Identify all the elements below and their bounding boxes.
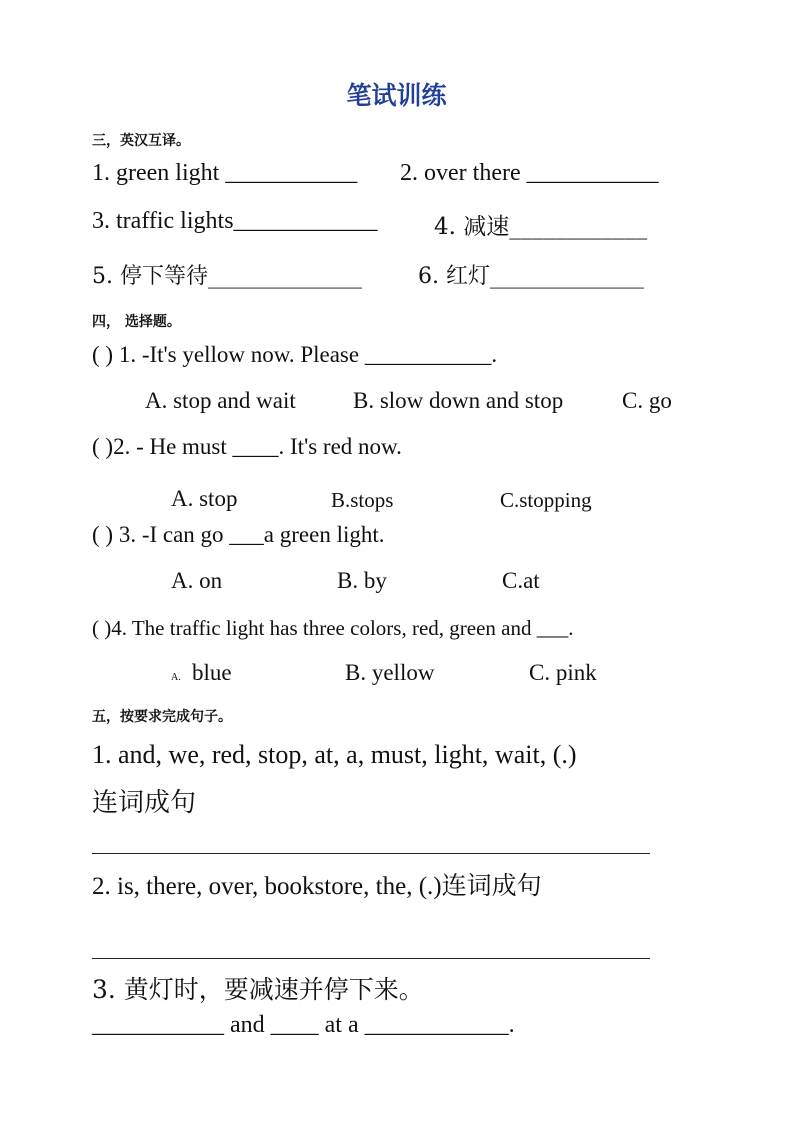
section-5-heading: 五，按要求完成句子。 — [92, 709, 232, 725]
question-3-3: 3. traffic lights____________ — [92, 208, 378, 234]
question-4-4-option-a-marker: A. — [171, 672, 181, 683]
question-4-2-option-a: A. stop — [171, 486, 238, 511]
question-4-2-option-c: C.stopping — [500, 488, 592, 512]
question-3-4: 4. 减速____________ — [434, 214, 648, 240]
question-4-3-option-a: A. on — [171, 568, 223, 593]
question-5-2: 2. is, there, over, bookstore, the, (.)连词成句 — [92, 873, 542, 900]
question-4-1-option-a: A. stop and wait — [145, 388, 296, 413]
question-3-2: 2. over there ___________ — [400, 160, 659, 186]
question-4-4-option-a: blue — [192, 660, 232, 685]
question-4-4-option-b: B. yellow — [345, 660, 435, 685]
answer-line-5-1 — [92, 853, 650, 854]
page-title: 笔试训练 — [346, 81, 447, 110]
question-5-3: 3. 黄灯时，要减速并停下来。 — [92, 975, 424, 1004]
section-3-heading: 三，英汉互译。 — [92, 133, 190, 149]
question-4-4-stem: ( )4. The traffic light has three colors, red, green and ___. — [92, 616, 574, 640]
question-4-1-option-b: B. slow down and stop — [353, 388, 564, 413]
question-4-1-stem: ( ) 1. -It's yellow now. Please ___________. — [92, 342, 498, 367]
question-4-3-option-c: C.at — [502, 568, 540, 593]
question-3-1: 1. green light ___________ — [92, 160, 358, 186]
question-5-1-line-2: 连词成句 — [92, 788, 197, 818]
question-4-4-option-c: C. pink — [529, 660, 597, 685]
question-4-2-option-b: B.stops — [331, 488, 394, 512]
question-3-6: 6. 红灯______________ — [418, 264, 644, 289]
question-3-5: 5. 停下等待______________ — [92, 264, 362, 289]
question-4-3-stem: ( ) 3. -I can go ___a green light. — [92, 522, 385, 547]
question-5-1-line-1: 1. and, we, red, stop, at, a, must, light, wait, (.) — [92, 740, 577, 769]
question-4-3-option-b: B. by — [337, 568, 387, 593]
answer-line-5-2 — [92, 958, 650, 959]
question-5-3-answer: ___________ and ____ at a ____________. — [92, 1012, 515, 1038]
section-4-heading: 四， 选择题。 — [92, 314, 181, 330]
question-4-1-option-c: C. go — [622, 388, 672, 413]
question-4-2-stem: ( )2. - He must ____. It's red now. — [92, 434, 402, 459]
